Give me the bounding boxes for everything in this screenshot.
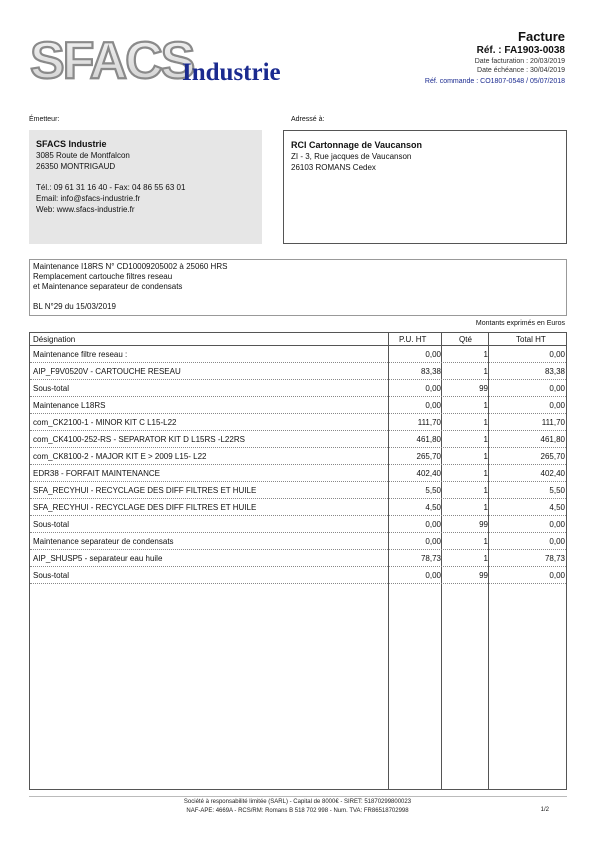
cell-designation: com_CK8100-2 - MAJOR KIT E > 2009 L15- L22 bbox=[33, 452, 207, 461]
header-designation: Désignation bbox=[33, 335, 76, 344]
table-row bbox=[30, 346, 566, 363]
cell-quantity: 1 bbox=[483, 452, 488, 461]
subject-line-1: Maintenance I18RS N° CD10009205002 à 25060 HRS bbox=[33, 262, 228, 271]
emitter-name: SFACS Industrie bbox=[36, 139, 107, 149]
emitter-web: Web: www.sfacs-industrie.fr bbox=[36, 205, 135, 214]
cell-quantity: 1 bbox=[483, 350, 488, 359]
table-row bbox=[30, 363, 566, 380]
cell-designation: SFA_RECYHUI - RECYCLAGE DES DIFF FILTRES ET HUILE bbox=[33, 503, 257, 512]
cell-quantity: 1 bbox=[483, 486, 488, 495]
table-row bbox=[30, 448, 566, 465]
cell-unit-price: 0,00 bbox=[425, 520, 441, 529]
cell-quantity: 1 bbox=[483, 418, 488, 427]
cell-unit-price: 0,00 bbox=[425, 571, 441, 580]
cell-unit-price: 265,70 bbox=[416, 452, 441, 461]
cell-total: 5,50 bbox=[549, 486, 565, 495]
emitter-box bbox=[29, 130, 262, 244]
table-row bbox=[30, 465, 566, 482]
emitter-label: Émetteur: bbox=[29, 116, 60, 123]
recipient-address-2: 26103 ROMANS Cedex bbox=[291, 163, 376, 172]
cell-total: 461,80 bbox=[540, 435, 565, 444]
cell-unit-price: 78,73 bbox=[420, 554, 441, 563]
table-row bbox=[30, 431, 566, 448]
cell-total: 0,00 bbox=[549, 384, 565, 393]
cell-unit-price: 5,50 bbox=[425, 486, 441, 495]
cell-designation: Maintenance separateur de condensats bbox=[33, 537, 174, 546]
legal-footer bbox=[0, 798, 595, 816]
table-row bbox=[30, 414, 566, 431]
invoice-ref: Réf. : FA1903-0038 bbox=[476, 45, 565, 56]
cell-total: 0,00 bbox=[549, 537, 565, 546]
cell-total: 0,00 bbox=[549, 520, 565, 529]
cell-quantity: 1 bbox=[483, 554, 488, 563]
svg-text:SFACS: SFACS bbox=[30, 32, 194, 88]
invoice-header bbox=[425, 30, 565, 86]
cell-designation: Maintenance L18RS bbox=[33, 401, 106, 410]
cell-designation: SFA_RECYHUI - RECYCLAGE DES DIFF FILTRES ET HUILE bbox=[33, 486, 257, 495]
cell-quantity: 1 bbox=[483, 469, 488, 478]
cell-designation: com_CK2100-1 - MINOR KIT C L15-L22 bbox=[33, 418, 177, 427]
cell-unit-price: 0,00 bbox=[425, 401, 441, 410]
cell-designation: AIP_SHUSP5 - separateur eau huile bbox=[33, 554, 163, 563]
table-header bbox=[30, 333, 566, 346]
emitter-email: Email: info@sfacs-industrie.fr bbox=[36, 194, 141, 203]
cell-unit-price: 0,00 bbox=[425, 350, 441, 359]
table-row bbox=[30, 380, 566, 397]
cell-designation: Sous-total bbox=[33, 571, 70, 580]
table-row bbox=[30, 499, 566, 516]
cell-unit-price: 111,70 bbox=[417, 418, 441, 427]
svg-text:Industrie: Industrie bbox=[182, 59, 281, 86]
cell-quantity: 99 bbox=[479, 384, 488, 393]
cell-total: 0,00 bbox=[549, 350, 565, 359]
cell-quantity: 99 bbox=[479, 520, 488, 529]
recipient-address-1: ZI - 3, Rue jacques de Vaucanson bbox=[291, 152, 412, 161]
footer-rule bbox=[29, 796, 567, 797]
footer-line-2: NAF-APE: 4669A - RCS/RM: Romans B 518 702 998 - Num. TVA: FR86518702998 bbox=[186, 808, 409, 814]
invoice-lines-table bbox=[29, 332, 567, 790]
invoice-date: Date facturation : 20/03/2019 bbox=[474, 58, 565, 65]
cell-unit-price: 461,80 bbox=[416, 435, 441, 444]
cell-total: 83,38 bbox=[544, 367, 565, 376]
cell-designation: AIP_F9V0520V - CARTOUCHE RESEAU bbox=[33, 367, 181, 376]
cell-unit-price: 83,38 bbox=[420, 367, 441, 376]
emitter-address-2: 26350 MONTRIGAUD bbox=[36, 162, 116, 171]
cell-designation: Sous-total bbox=[33, 384, 70, 393]
table-row bbox=[30, 516, 566, 533]
cell-designation: Sous-total bbox=[33, 520, 70, 529]
header-unit-price: P.U. HT bbox=[399, 335, 427, 344]
recipient-name: RCI Cartonnage de Vaucanson bbox=[291, 140, 423, 150]
cell-quantity: 1 bbox=[483, 367, 488, 376]
table-row bbox=[30, 397, 566, 414]
cell-unit-price: 0,00 bbox=[425, 384, 441, 393]
table-row bbox=[30, 567, 566, 584]
cell-total: 0,00 bbox=[549, 401, 565, 410]
subject-line-3: et Maintenance separateur de condensats bbox=[33, 282, 183, 291]
cell-quantity: 1 bbox=[483, 537, 488, 546]
cell-unit-price: 402,40 bbox=[416, 469, 441, 478]
cell-unit-price: 4,50 bbox=[425, 503, 441, 512]
cell-total: 78,73 bbox=[544, 554, 565, 563]
header-total: Total HT bbox=[516, 335, 546, 344]
header-quantity: Qté bbox=[459, 335, 472, 344]
company-logo bbox=[30, 32, 320, 88]
footer-line-1: Société à responsabilité limitée (SARL) - Capital de 8000€ - SIRET: 51870299800023 bbox=[183, 799, 412, 805]
recipient-label: Adressé à: bbox=[291, 116, 325, 123]
page-number: 1/2 bbox=[540, 807, 549, 813]
table-row bbox=[30, 533, 566, 550]
table-row bbox=[30, 482, 566, 499]
cell-designation: com_CK4100-252-RS - SEPARATOR KIT D L15RS -L22RS bbox=[33, 435, 245, 444]
logo-graphic bbox=[30, 32, 320, 88]
currency-note: Montants exprimés en Euros bbox=[475, 320, 565, 327]
invoice-due-date: Date échéance : 30/04/2019 bbox=[477, 67, 565, 74]
emitter-address-1: 3085 Route de Montfalcon bbox=[36, 151, 130, 160]
cell-total: 111,70 bbox=[541, 418, 565, 427]
cell-total: 265,70 bbox=[540, 452, 565, 461]
cell-quantity: 99 bbox=[479, 571, 488, 580]
cell-quantity: 1 bbox=[483, 503, 488, 512]
table-row bbox=[30, 550, 566, 567]
cell-designation: EDR38 - FORFAIT MAINTENANCE bbox=[33, 469, 160, 478]
cell-unit-price: 0,00 bbox=[425, 537, 441, 546]
invoice-title: Facture bbox=[518, 29, 565, 44]
cell-total: 402,40 bbox=[540, 469, 565, 478]
cell-designation: Maintenance filtre reseau : bbox=[33, 350, 128, 359]
subject-line-2: Remplacement cartouche filtres reseau bbox=[33, 272, 173, 281]
emitter-phone: Tél.: 09 61 31 16 40 - Fax: 04 86 55 63 01 bbox=[36, 183, 186, 192]
cell-quantity: 1 bbox=[483, 401, 488, 410]
cell-total: 4,50 bbox=[549, 503, 565, 512]
cell-quantity: 1 bbox=[483, 435, 488, 444]
recipient-box bbox=[283, 130, 567, 244]
invoice-subject-box bbox=[29, 259, 567, 316]
cell-total: 0,00 bbox=[549, 571, 565, 580]
order-reference: Réf. commande : CO1807-0548 / 05/07/2018 bbox=[424, 78, 565, 85]
delivery-note-ref: BL N°29 du 15/03/2019 bbox=[33, 302, 116, 311]
